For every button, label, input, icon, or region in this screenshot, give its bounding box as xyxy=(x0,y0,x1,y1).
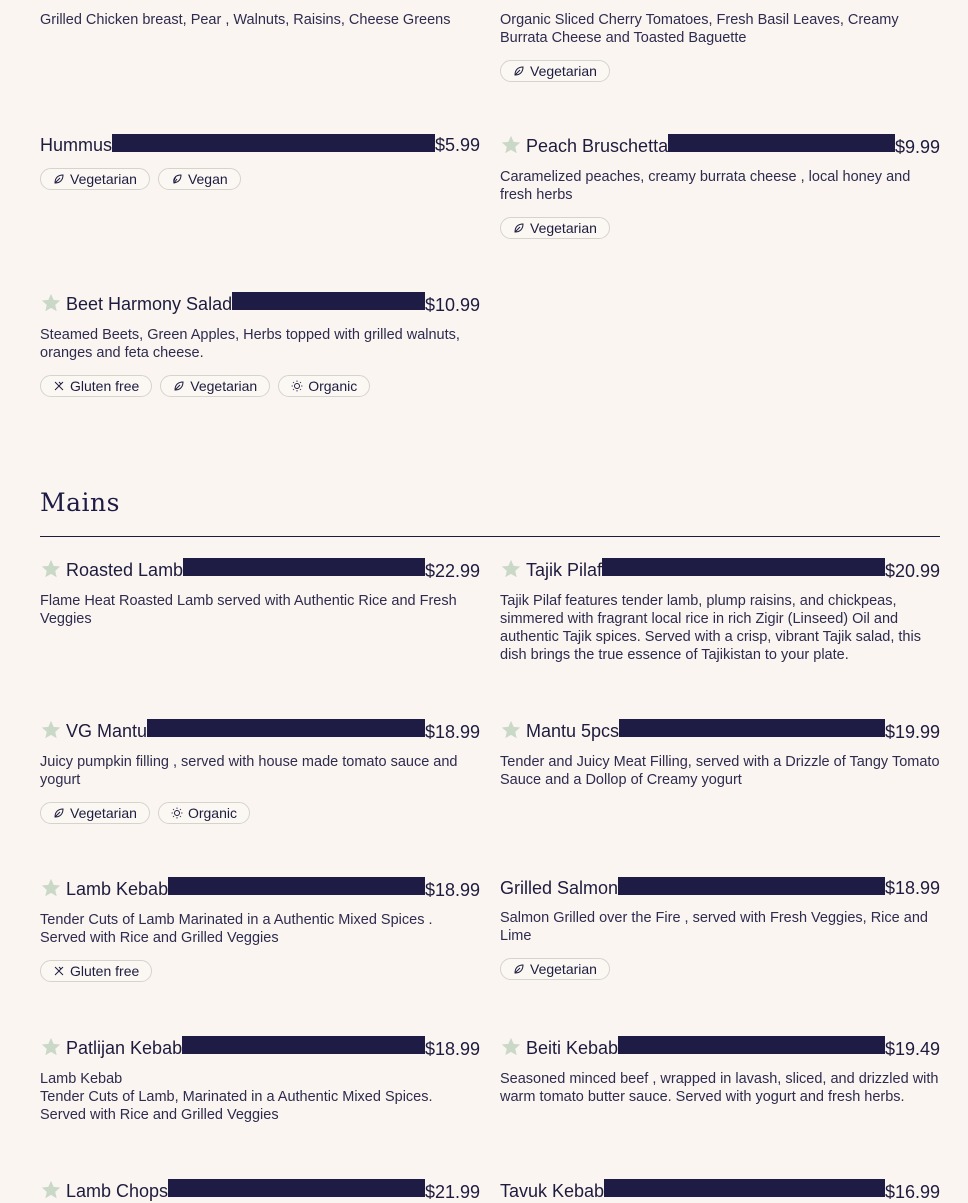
star-icon xyxy=(40,1036,62,1058)
price-leader xyxy=(604,1179,885,1197)
item-description: Tender Cuts of Lamb Marinated in a Authentic Mixed Spices . Served with Rice and Grilled Veggies xyxy=(40,912,433,946)
item-description: Seasoned minced beef , wrapped in lavash, sliced, and drizzled with warm tomato butter sauce. Served with yogurt and fresh herbs. xyxy=(500,1071,939,1105)
item-description: Flame Heat Roasted Lamb served with Authentic Rice and Fresh Veggies xyxy=(40,593,457,627)
menu-item-peach-bruschetta[interactable] xyxy=(500,134,940,239)
menu-item-tajik-pilaf[interactable] xyxy=(500,558,940,664)
price-leader xyxy=(232,292,425,310)
menu-item-tavuk-kebab[interactable] xyxy=(500,1179,940,1203)
menu-item-burrata[interactable] xyxy=(500,11,940,82)
tag-vegetarian: Vegetarian xyxy=(160,375,270,397)
star-icon xyxy=(40,292,62,314)
sun-icon xyxy=(171,807,183,819)
leaf-icon xyxy=(53,807,65,819)
item-price: $18.99 xyxy=(884,878,940,898)
menu-item-mantu-5pcs[interactable] xyxy=(500,719,940,789)
menu-item-lamb-kebab[interactable] xyxy=(40,877,480,982)
star-icon xyxy=(40,558,62,580)
menu-item-beet-harmony-salad[interactable] xyxy=(40,292,480,397)
item-name: Grilled Salmon xyxy=(500,878,619,898)
item-name: Beet Harmony Salad xyxy=(66,294,233,314)
price-leader xyxy=(183,558,425,576)
item-price: $5.99 xyxy=(434,135,480,155)
menu-item-beiti-kebab[interactable] xyxy=(500,1036,940,1106)
item-name: Mantu 5pcs xyxy=(526,721,620,741)
tag-vegetarian: Vegetarian xyxy=(500,217,610,239)
item-name: VG Mantu xyxy=(66,721,148,741)
leaf-icon xyxy=(173,380,185,392)
tag-vegan: Vegan xyxy=(158,168,241,190)
item-name: Peach Bruschetta xyxy=(526,136,669,156)
star-icon xyxy=(500,1036,522,1058)
item-name: Hummus xyxy=(40,135,113,155)
item-price: $21.99 xyxy=(424,1182,480,1202)
menu-item-vg-mantu[interactable] xyxy=(40,719,480,824)
price-leader xyxy=(619,719,885,737)
leaf-icon xyxy=(513,65,525,77)
menu-item-roasted-lamb[interactable] xyxy=(40,558,480,628)
tag-vegetarian: Vegetarian xyxy=(500,60,610,82)
item-price: $20.99 xyxy=(884,561,940,581)
menu-item-grilled-chicken[interactable] xyxy=(40,11,480,29)
price-leader xyxy=(168,1179,425,1197)
price-leader xyxy=(147,719,425,737)
item-description: Juicy pumpkin filling , served with house made tomato sauce and yogurt xyxy=(40,754,458,788)
item-price: $10.99 xyxy=(424,295,480,315)
price-leader xyxy=(168,877,425,895)
section-title-mains: Mains xyxy=(40,488,120,517)
item-price: $22.99 xyxy=(424,561,480,581)
item-name: Tajik Pilaf xyxy=(526,560,603,580)
item-name: Patlijan Kebab xyxy=(66,1038,183,1058)
sun-icon xyxy=(291,380,303,392)
item-description: Tajik Pilaf features tender lamb, plump raisins, and chickpeas, simmered with fragrant local rice in rich Zigir (Linseed) Oil and authentic Tajik spices. Served with a crisp, vibrant Tajik salad, this dish brings the true essence of Tajikistan to your plate. xyxy=(500,593,921,663)
tag-gluten-free: Gluten free xyxy=(40,375,152,397)
tag-vegetarian: Vegetarian xyxy=(500,958,610,980)
menu-item-patlijan-kebab[interactable] xyxy=(40,1036,480,1124)
star-icon xyxy=(40,877,62,899)
leaf-icon xyxy=(513,222,525,234)
tag-vegetarian: Vegetarian xyxy=(40,802,150,824)
item-price: $19.49 xyxy=(884,1039,940,1059)
menu-item-lamb-chops[interactable] xyxy=(40,1179,480,1203)
star-icon xyxy=(500,558,522,580)
tag-organic: Organic xyxy=(158,802,250,824)
item-description: Steamed Beets, Green Apples, Herbs topped with grilled walnuts, oranges and feta cheese. xyxy=(40,327,460,361)
item-description: Organic Sliced Cherry Tomatoes, Fresh Basil Leaves, Creamy Burrata Cheese and Toasted Baguette xyxy=(500,12,899,46)
item-price: $19.99 xyxy=(884,722,940,742)
item-name: Lamb Chops xyxy=(66,1181,169,1201)
item-description: Caramelized peaches, creamy burrata cheese , local honey and fresh herbs xyxy=(500,169,911,203)
price-leader xyxy=(112,134,435,152)
menu-item-hummus[interactable] xyxy=(40,134,480,190)
item-description: Grilled Chicken breast, Pear , Walnuts, Raisins, Cheese Greens xyxy=(40,12,451,28)
item-description: Lamb Kebab Tender Cuts of Lamb, Marinated in a Authentic Mixed Spices. Served with Rice and Grilled Veggies xyxy=(40,1071,433,1123)
no-wheat-icon xyxy=(53,380,65,392)
tag-gluten-free: Gluten free xyxy=(40,960,152,982)
menu-item-grilled-salmon[interactable] xyxy=(500,877,940,980)
price-leader xyxy=(618,877,885,895)
vegan-leaf-icon xyxy=(171,173,183,185)
star-icon xyxy=(40,719,62,741)
price-leader xyxy=(182,1036,425,1054)
leaf-icon xyxy=(53,173,65,185)
item-description: Salmon Grilled over the Fire , served with Fresh Veggies, Rice and Lime xyxy=(500,910,928,944)
star-icon xyxy=(40,1179,62,1201)
star-icon xyxy=(500,134,522,156)
item-name: Lamb Kebab xyxy=(66,879,169,899)
item-price: $18.99 xyxy=(424,880,480,900)
item-price: $18.99 xyxy=(424,722,480,742)
item-name: Tavuk Kebab xyxy=(500,1181,605,1201)
price-leader xyxy=(618,1036,885,1054)
no-wheat-icon xyxy=(53,965,65,977)
tag-organic: Organic xyxy=(278,375,370,397)
price-leader xyxy=(668,134,895,152)
item-name: Roasted Lamb xyxy=(66,560,184,580)
item-description: Tender and Juicy Meat Filling, served with a Drizzle of Tangy Tomato Sauce and a Dollop of Creamy yogurt xyxy=(500,754,940,788)
star-icon xyxy=(500,719,522,741)
price-leader xyxy=(602,558,885,576)
item-price: $18.99 xyxy=(424,1039,480,1059)
item-price: $9.99 xyxy=(894,137,940,157)
item-name: Beiti Kebab xyxy=(526,1038,619,1058)
tag-vegetarian: Vegetarian xyxy=(40,168,150,190)
item-price: $16.99 xyxy=(884,1182,940,1202)
section-divider xyxy=(40,536,940,537)
leaf-icon xyxy=(513,963,525,975)
